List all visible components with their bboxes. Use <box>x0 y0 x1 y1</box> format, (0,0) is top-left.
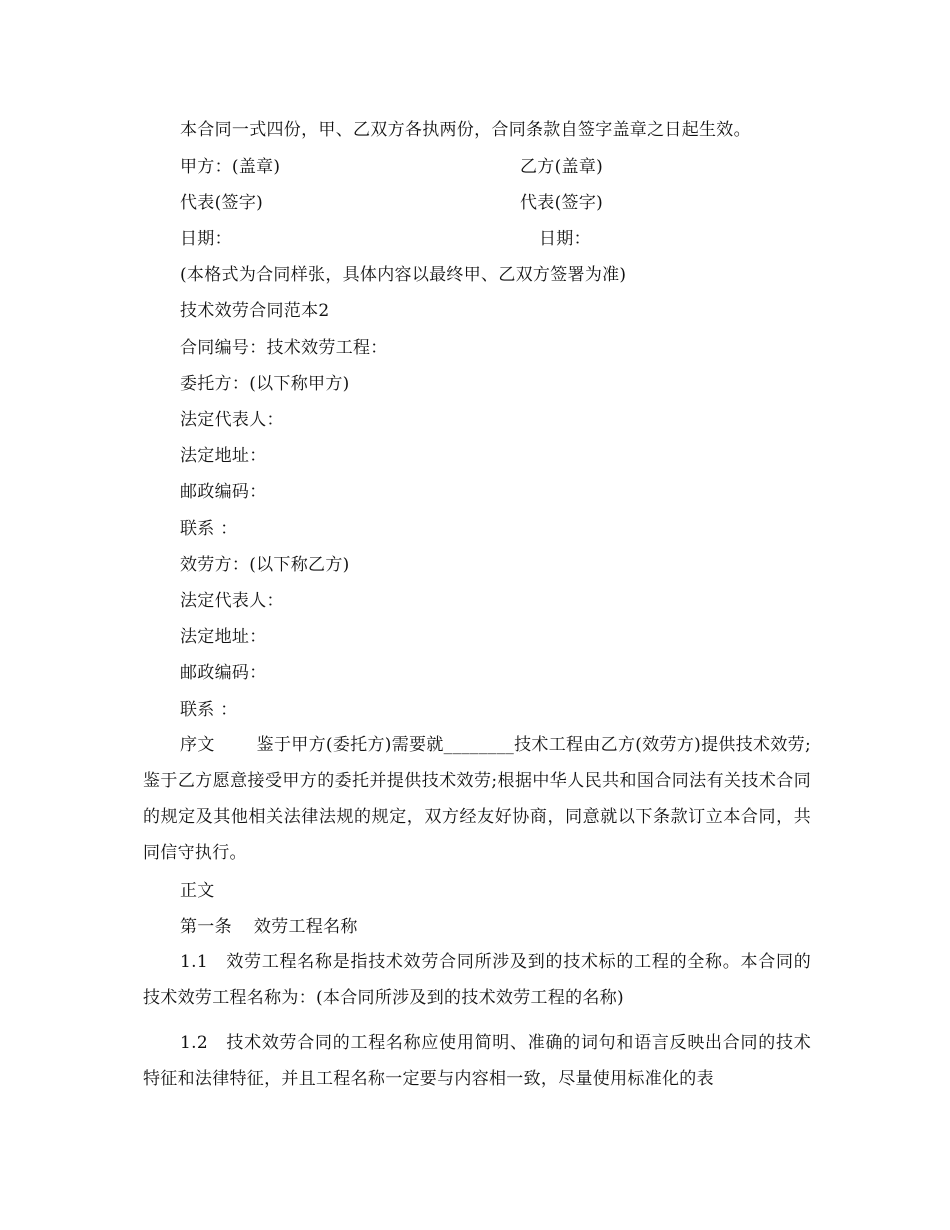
clause-1-2-text: 技术效劳合同的工程名称应使用简明、准确的词句和语言反映出合同的技术特征和法律特征，并且工程名称一定要与内容相一致，尽量使用标准化的表 <box>143 1033 811 1089</box>
clause-1-2-number: 1.2 <box>180 1033 208 1053</box>
party-b-seal: 乙方(盖章) <box>520 157 604 177</box>
client-legal-rep: 法定代表人： <box>180 410 284 430</box>
body-heading: 正文 <box>180 881 215 901</box>
article-1-title: 效劳工程名称 <box>253 917 358 937</box>
article-1-number: 第一条 <box>180 917 232 937</box>
provider-label: 效劳方：(以下称乙方) <box>180 555 350 575</box>
party-b-representative: 代表(签字) <box>520 193 604 213</box>
client-postcode: 邮政编码： <box>180 482 267 502</box>
format-note: (本格式为合同样张，具体内容以最终甲、乙双方签署为准) <box>180 265 627 285</box>
preamble-paragraph <box>143 727 811 871</box>
sample-title: 技术效劳合同范本2 <box>180 301 330 321</box>
provider-legal-rep: 法定代表人： <box>180 591 284 611</box>
provider-contact: 联系 ： <box>180 700 238 720</box>
preamble-text: 鉴于甲方(委托方)需要就________技术工程由乙方(效劳方)提供技术效劳;鉴于乙方愿意接受甲方的委托并提供技术效劳;根据中华人民共和国合同法有关技术合同的规定及其他相关法律法规的规定，双方经友好协商，同意就以下条款订立本合同，共同信守执行。 <box>143 735 811 863</box>
client-label: 委托方：(以下称甲方) <box>180 374 350 394</box>
preamble-heading: 序文 <box>180 735 215 755</box>
party-a-date: 日期： <box>180 229 232 249</box>
provider-postcode: 邮政编码： <box>180 663 267 683</box>
client-contact: 联系 ： <box>180 519 238 539</box>
clause-1-1-number: 1.1 <box>180 952 208 972</box>
clause-1-1 <box>143 944 811 1016</box>
contract-number: 合同编号：技术效劳工程： <box>180 338 388 358</box>
client-address: 法定地址： <box>180 446 267 466</box>
party-a-seal: 甲方：(盖章) <box>180 157 281 177</box>
article-1-heading <box>180 916 358 938</box>
clause-1-1-text: 效劳工程名称是指技术效劳合同所涉及到的技术标的工程的全称。本合同的技术效劳工程名称为：(本合同所涉及到的技术效劳工程的名称) <box>143 952 811 1008</box>
party-a-representative: 代表(签字) <box>180 193 264 213</box>
clause-1-2 <box>143 1025 811 1097</box>
contract-copies-text: 本合同一式四份，甲、乙双方各执两份，合同条款自签字盖章之日起生效。 <box>180 120 751 140</box>
party-b-date: 日期： <box>539 229 591 249</box>
provider-address: 法定地址： <box>180 627 267 647</box>
